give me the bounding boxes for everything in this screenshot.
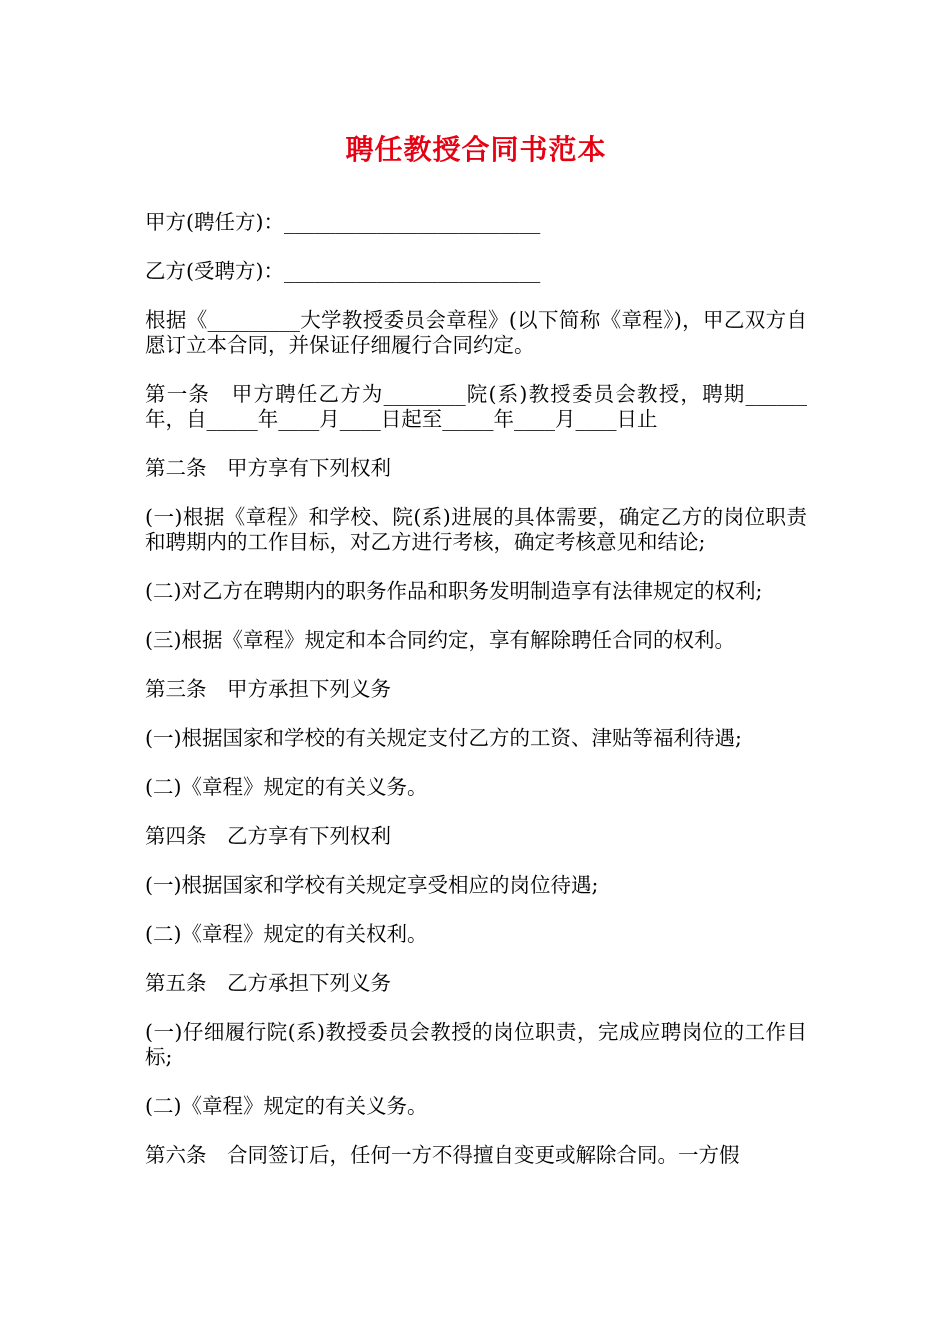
article-3-heading: 第三条 甲方承担下列义务 [145, 677, 391, 701]
article-4-heading: 第四条 乙方享有下列权利 [145, 824, 391, 848]
article-2-item-3: (三)根据《章程》规定和本合同约定，享有解除聘任合同的权利。 [145, 628, 735, 652]
article-3-item-2: (二)《章程》规定的有关义务。 [145, 775, 428, 799]
article-2-item-2: (二)对乙方在聘期内的职务作品和职务发明制造享有法律规定的权利; [145, 579, 763, 603]
article-1: 第一条 甲方聘任乙方为________院(系)教授委员会教授，聘期______年，自_____年____月____日起至_____年____月____日止 [145, 382, 807, 431]
document-body [145, 210, 807, 1168]
document-page [145, 128, 807, 1192]
article-2-heading: 第二条 甲方享有下列权利 [145, 456, 391, 480]
article-4-item-2: (二)《章程》规定的有关权利。 [145, 922, 428, 946]
document-title: 聘任教授合同书范本 [345, 133, 607, 166]
article-3-item-1: (一)根据国家和学校的有关规定支付乙方的工资、津贴等福利待遇; [145, 726, 742, 750]
article-6: 第六条 合同签订后，任何一方不得擅自变更或解除合同。一方假 [145, 1143, 740, 1167]
article-2-item-1: (一)根据《章程》和学校、院(系)进展的具体需要，确定乙方的岗位职责和聘期内的工作目标，对乙方进行考核，确定考核意见和结论; [145, 505, 807, 554]
party-b-line: 乙方(受聘方)：_________________________ [145, 259, 541, 283]
article-5-heading: 第五条 乙方承担下列义务 [145, 971, 391, 995]
party-a-line: 甲方(聘任方)：_________________________ [145, 210, 541, 234]
article-5-item-1: (一)仔细履行院(系)教授委员会教授的岗位职责，完成应聘岗位的工作目标; [145, 1020, 807, 1069]
preamble-paragraph: 根据《_________大学教授委员会章程》(以下简称《章程》)，甲乙双方自愿订立本合同，并保证仔细履行合同约定。 [145, 308, 807, 357]
article-5-item-2: (二)《章程》规定的有关义务。 [145, 1094, 428, 1118]
article-4-item-1: (一)根据国家和学校有关规定享受相应的岗位待遇; [145, 873, 599, 897]
